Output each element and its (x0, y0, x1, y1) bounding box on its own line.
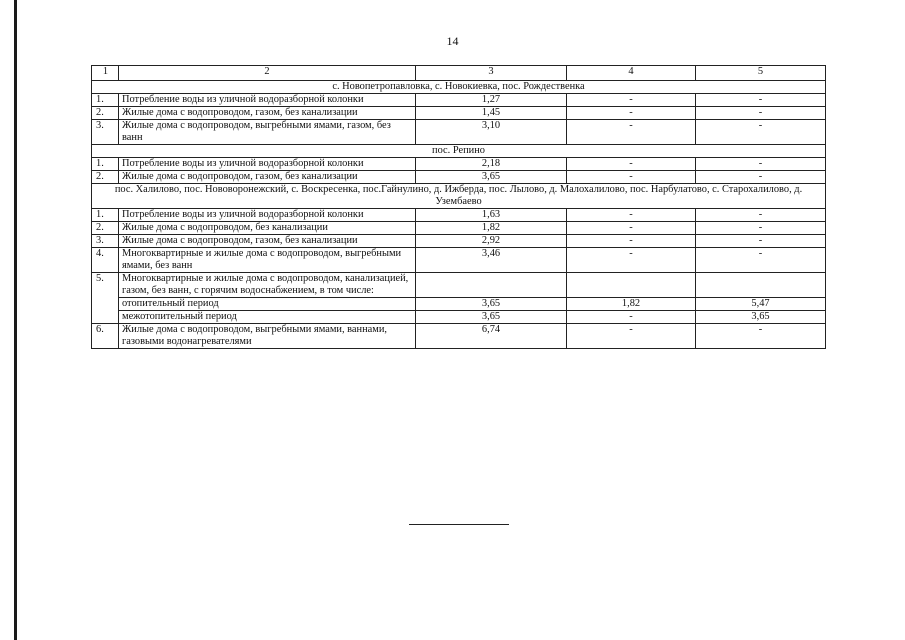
value-col3: 2,18 (416, 158, 567, 171)
table-row (92, 158, 826, 171)
value-col4: - (567, 94, 696, 107)
row-number: 5. (92, 273, 119, 324)
value-col3: 3,10 (416, 120, 567, 145)
section-row (92, 145, 826, 158)
subrow-description: межотопительный период (119, 311, 416, 324)
row-number: 2. (92, 171, 119, 184)
row-number: 4. (92, 248, 119, 273)
value-col4: - (567, 311, 696, 324)
section-row (92, 81, 826, 94)
section-title: пос. Халилово, пос. Нововоронежский, с. Воскресенка, пос.Гайнулино, д. Ижберда, пос. Лылово, д. Малохалилово, пос. Нарбулатово, с. Старохалилово, д. Узембаево (92, 184, 826, 209)
row-number: 2. (92, 107, 119, 120)
table-row (92, 324, 826, 349)
table-row (92, 222, 826, 235)
value-col3 (416, 273, 567, 298)
header-cell: 1 (92, 66, 119, 81)
value-col5 (696, 273, 826, 298)
table-row (92, 235, 826, 248)
value-col5: 5,47 (696, 298, 826, 311)
value-col4: - (567, 171, 696, 184)
header-cell: 4 (567, 66, 696, 81)
value-col4: - (567, 248, 696, 273)
value-col3: 1,63 (416, 209, 567, 222)
header-cell: 2 (119, 66, 416, 81)
value-col5: - (696, 324, 826, 349)
header-cell: 3 (416, 66, 567, 81)
value-col5: - (696, 107, 826, 120)
value-col3: 3,65 (416, 311, 567, 324)
row-description: Потребление воды из уличной водоразборной колонки (119, 158, 416, 171)
row-number: 3. (92, 235, 119, 248)
value-col4: - (567, 235, 696, 248)
value-col3: 6,74 (416, 324, 567, 349)
header-row (92, 66, 826, 81)
left-margin-bar (14, 0, 17, 640)
row-description: Многоквартирные и жилые дома с водопроводом, канализацией, газом, без ванн, с горячим водоснабжением, в том числе: (119, 273, 416, 298)
value-col4: - (567, 158, 696, 171)
table-subrow (92, 298, 826, 311)
value-col5: - (696, 94, 826, 107)
row-description: Потребление воды из уличной водоразборной колонки (119, 94, 416, 107)
table-subrow (92, 311, 826, 324)
row-description: Жилые дома с водопроводом, газом, без канализации (119, 235, 416, 248)
section-title: с. Новопетропавловка, с. Новокиевка, пос. Рождественка (92, 81, 826, 94)
tariff-table (91, 65, 826, 349)
value-col3: 3,65 (416, 298, 567, 311)
table-row (92, 273, 826, 298)
row-description: Жилые дома с водопроводом, газом, без канализации (119, 107, 416, 120)
value-col5: - (696, 248, 826, 273)
value-col4: - (567, 120, 696, 145)
value-col3: 1,45 (416, 107, 567, 120)
value-col3: 3,46 (416, 248, 567, 273)
value-col5: - (696, 235, 826, 248)
value-col5: - (696, 120, 826, 145)
row-number: 2. (92, 222, 119, 235)
value-col5: - (696, 209, 826, 222)
table-row (92, 171, 826, 184)
subrow-description: отопительный период (119, 298, 416, 311)
value-col5: - (696, 158, 826, 171)
footer-divider (409, 524, 509, 525)
row-description: Многоквартирные и жилые дома с водопроводом, выгребными ямами, без ванн (119, 248, 416, 273)
row-description: Жилые дома с водопроводом, выгребными ямами, ваннами, газовыми водонагревателями (119, 324, 416, 349)
row-description: Жилые дома с водопроводом, без канализации (119, 222, 416, 235)
section-row (92, 184, 826, 209)
row-number: 1. (92, 94, 119, 107)
table-row (92, 248, 826, 273)
table-row (92, 94, 826, 107)
value-col4: - (567, 324, 696, 349)
row-description: Жилые дома с водопроводом, газом, без канализации (119, 171, 416, 184)
value-col5: - (696, 222, 826, 235)
page-number: 14 (446, 34, 459, 48)
row-number: 3. (92, 120, 119, 145)
table-row (92, 209, 826, 222)
value-col4: - (567, 222, 696, 235)
value-col3: 1,27 (416, 94, 567, 107)
value-col4 (567, 273, 696, 298)
value-col5: - (696, 171, 826, 184)
value-col3: 2,92 (416, 235, 567, 248)
row-number: 1. (92, 209, 119, 222)
value-col4: 1,82 (567, 298, 696, 311)
header-cell: 5 (696, 66, 826, 81)
row-number: 6. (92, 324, 119, 349)
row-number: 1. (92, 158, 119, 171)
table-row (92, 107, 826, 120)
value-col4: - (567, 107, 696, 120)
value-col3: 1,82 (416, 222, 567, 235)
value-col5: 3,65 (696, 311, 826, 324)
table-row (92, 120, 826, 145)
section-title: пос. Репино (92, 145, 826, 158)
row-description: Жилые дома с водопроводом, выгребными ямами, газом, без ванн (119, 120, 416, 145)
row-description: Потребление воды из уличной водоразборной колонки (119, 209, 416, 222)
value-col4: - (567, 209, 696, 222)
value-col3: 3,65 (416, 171, 567, 184)
